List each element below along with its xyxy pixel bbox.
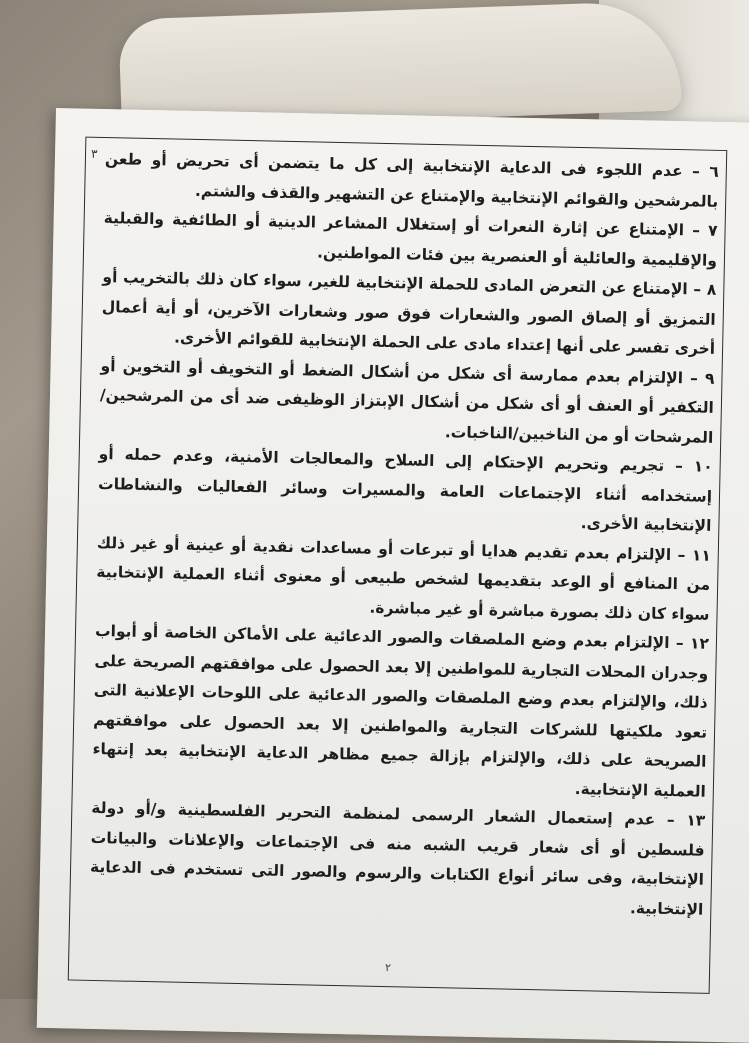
page-number: ٢ bbox=[384, 961, 392, 975]
clause-13: ١٣ – عدم إستعمال الشعار الرسمى لمنظمة التحرير الفلسطينية و/أو دولة فلسطين أو أى شعار قريب الشبه منه فى الإجتماعات والإعلانات والبيانات الإنتخابية، وفى سائر أنواع الكتابات والرسوم والصور التى تستخدم فى الدعاية الإنتخابية. bbox=[89, 798, 706, 919]
clause-9: ٩ – الإلتزام بعدم ممارسة أى شكل من أشكال الضغط أو التخويف أو التخوين أو التكفير أو العنف أو أى شكل من أشكال الإبتزاز الوظيفى ضد أى من المرشحين/المرشحات أو من الناخبين/الناخبات. bbox=[99, 356, 715, 447]
clause-7: ٧ – الإمتناع عن إثارة النعرات أو إستغلال المشاعر الدينية أو الطائفية والقبلية والإقليمية والعائلية أو العنصرية بين فئات المواطنين. bbox=[103, 209, 718, 270]
clause-8: ٨ – الإمتناع عن التعرض المادى للحملة الإنتخابية للغير، سواء كان ذلك بالتخريب أو التمزيق أو إلصاق الصور والشعارات فوق صور وشعارات الآخرين، أو أية أعمال أخرى تفسر على أنها إعتداء مادى على الحملة الإنتخابية للقوائم الأخرى. bbox=[101, 268, 717, 358]
clause-11: ١١ – الإلتزام بعدم تقديم هدايا أو تبرعات أو مساعدات نقدية أو عينية أو غير ذلك من المنافع أو الوعد بتقديمها لشخص طبيعى أو معنوى أثناء العملية الإنتخابية سواء كان ذلك بصورة مباشرة أو غير مباشرة. bbox=[96, 533, 711, 624]
corner-mark: ٣ bbox=[90, 146, 98, 161]
clause-10: ١٠ – تجريم وتحريم الإحتكام إلى السلاح والمعالجات الأمنية، وعدم حمله أو إستخدامه أثناء الإجتماعات العامة والمسيرات وسائر الفعاليات والنشاطات الإنتخابية الأخرى. bbox=[97, 444, 713, 535]
clause-12: ١٢ – الإلتزام بعدم وضع الملصقات والصور الدعائية على الأماكن الخاصة أو أبواب وجدران المحلات التجارية للمواطنين إلا بعد الحصول على موافقتهم الصريحة على ذلك، والإلتزام بعدم وضع الملصقات والصور الدعائية على اللوحات الإعلانية التى تعود ملكيتها للشركات التجارية والمواطنين إلا بعد الحصول على موافقتهم الصريحة على ذلك، والإلتزام بإزالة جميع مظاهر الدعاية الإنتخابية بعد إنتهاء العملية الإنتخابية. bbox=[92, 621, 710, 801]
document-body bbox=[89, 145, 719, 925]
document-page bbox=[37, 108, 749, 1043]
clause-6: ٦ – عدم اللجوء فى الدعاية الإنتخابية إلى كل ما يتضمن أى تحريض أو طعن بالمرشحين والقوائم الإنتخابية والإمتناع عن التشهير والقذف والشتم. bbox=[104, 150, 719, 211]
